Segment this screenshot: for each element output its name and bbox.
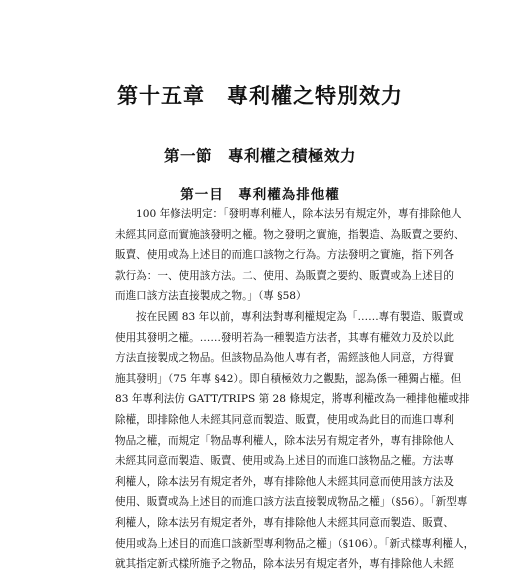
paragraph-line: 就其指定新式樣所施予之物品，除本法另有規定者外，專有排除他人未經 bbox=[115, 558, 454, 571]
body-text bbox=[115, 204, 475, 575]
paragraph-line: 販賣、使用或為上述目的而進口該物之行為。方法發明之實施，指下列各 bbox=[115, 249, 454, 262]
paragraph-line: 100 年修法明定：「發明專利權人，除本法另有規定外，專有排除他人 bbox=[136, 208, 462, 220]
paragraph-line: 款行為：一、使用該方法。二、使用、為販賣之要約、販賣或為上述目的 bbox=[115, 269, 454, 282]
paragraph-line: 未經其同意而實施該發明之權。物之發明之實施，指製造、為販賣之要約、 bbox=[115, 228, 465, 241]
paragraph-line: 方法直接製成之物品。但該物品為他人專有者，需經該他人同意，方得實 bbox=[115, 352, 454, 365]
paragraph-line: 利權人，除本法另有規定者外，專有排除他人未經其同意而使用該方法及 bbox=[115, 475, 454, 488]
paragraph-line: 未經其同意而製造、販賣、使用或為上述目的而進口該物品之權。方法專 bbox=[115, 455, 454, 468]
paragraph-line: 使用、販賣或為上述目的而進口該方法直接製成物品之權」（§56）。「新型專 bbox=[115, 496, 468, 509]
paragraph-line: 使用或為上述目的而進口該新型專利物品之權」（§106）。「新式樣專利權人， bbox=[115, 537, 475, 550]
paragraph-line: 除權，即排除他人未經其同意而製造、販賣，使用或為此目的而進口專利 bbox=[115, 413, 454, 426]
item-title: 第一目 專利權為排他權 bbox=[180, 187, 340, 203]
paragraph-line: 按在民國 83 年以前，專利法對專利權規定為「……專有製造、販賣或 bbox=[136, 310, 464, 323]
paragraph-line: 施其發明」（75 年專 §42）。即自積極效力之觀點，認為係一種獨占權。但 bbox=[115, 372, 462, 385]
paragraph-line: 利權人，除本法另有規定者外，專有排除他人未經其同意而製造、販賣、 bbox=[115, 516, 454, 529]
paragraph-line: 物品之權，而規定「物品專利權人，除本法另有規定者外，專有排除他人 bbox=[115, 434, 454, 447]
chapter-title: 第十五章 專利權之特別效力 bbox=[117, 83, 403, 108]
section-title: 第一節 專利權之積極效力 bbox=[163, 146, 356, 165]
paragraph-line: 83 年專利法仿 GATT/TRIPS 第 28 條規定，將專利權改為一種排他權或排 bbox=[115, 393, 470, 406]
paragraph-line: 使用其發明之權。……發明若為一種製造方法者，其專有權效力及於以此 bbox=[115, 331, 454, 344]
paragraph-line: 而進口該方法直接製成之物。」（專 §58） bbox=[115, 290, 307, 303]
